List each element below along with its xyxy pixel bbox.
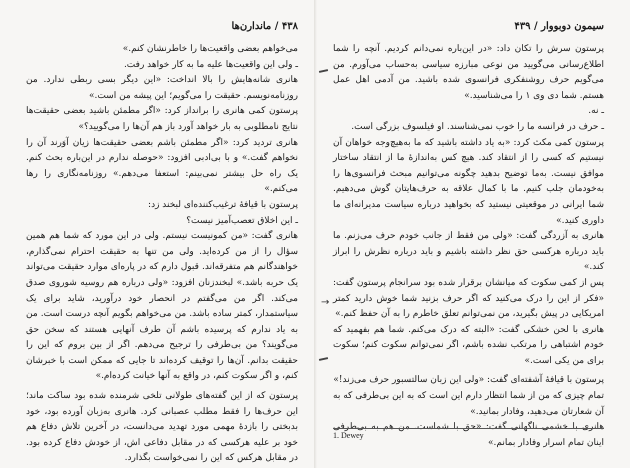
right-paragraph-5: هانری به آزردگی گفت: «ولی من فقط از جانب خودم حرف می‌زنم. ما باید درباره هرکسی حق نظر داشته باشیم و باید درباره نظرش را ابراز کند.» xyxy=(333,231,604,273)
margin-pencil-mark xyxy=(319,357,328,361)
left-paragraph-6: پرستون با قیافهٔ ترغیب‌کننده‌ای لبخند زد: xyxy=(148,199,298,210)
left-paragraph-7: ـ این اخلاق تعصب‌آمیز نیست؟ xyxy=(186,215,298,226)
left-paragraph-2: ـ ولی این واقعیت‌ها علیه ما به کار خواهد رفت. xyxy=(123,59,298,70)
right-paragraph-3: ـ حرف در فرانسه ما را خوب نمی‌شناسند. او فیلسوف بزرگی است. xyxy=(351,121,604,132)
left-page-header: ۴۳۸ / ماندارن‌ها xyxy=(231,21,298,32)
right-page-body xyxy=(333,42,604,451)
left-paragraph-8: هانری گفت: «من کمونیست نیستم. ولی در این مورد که شما هم همین سؤال را از من کرده‌اید. ولی من تنها به حقیقت احترام نمی‌گذارم، خواهندگانم هم متفرقه‌اند. قبول دارم که در پاره‌ای موارد حقیقت می‌تواند یک حربه باشد.» لبخندزنان افزود: «ولی درباره هم روسیه شوروی صدق می‌کند. اگر من می‌گفتم در انحصار خود درآورید، شاید برای یک سیاستمدار، کمتر ساده باشد. من می‌خواهم بگویم آنچه درست است. من به یاد ندارم که پرسیده باشم آن طرف آنهایی هستند که سخن حق می‌گویند؟ من بی‌طرفی را ترجیح می‌دهم. اگر از بین بروم که این را حقیقت بدانم. آن‌ها را توقیف کرده‌اند تا جایی که ممکن است با خبرشان کنم، و اگر سکوت کنم، در واقع به آنها خیانت کرده‌ام.» xyxy=(26,231,298,382)
footnote-1: 1. Dewey xyxy=(333,431,364,440)
right-paragraph-9: تمام چیزی که من از شما انتظار دارم این است که به این بی‌طرفی که به آن شعارتان می‌دهید، وفادار بمانید.» xyxy=(333,391,604,417)
left-paragraph-3: هانری شانه‌هایش را بالا انداخت: «این دیگر بسی ربطی ندارد. من روزنامه‌نویسم. حقیقت را می‌گویم؛ این پیشه من است.» xyxy=(26,75,298,101)
right-paragraph-1: پرستون سرش را تکان داد: «در این‌باره نمی‌دانم کردیم. آنچه را شما اطلاع‌رسانی می‌گویید من نوعی مبارزه سیاسی به‌حساب می‌آورم. من می‌گویم حرف روشنفکری فرانسوی شده باشید. من آدمی اهل عمل هستم. شما دی وی ۱ را می‌شناسید.» xyxy=(333,44,604,101)
left-page-body xyxy=(26,42,298,467)
left-paragraph-5: هانری تردید کرد: «اگر مطمئن باشم بعضی حقیقت‌ها زیان آوَرند آن را نخواهم گفت.» و با بی‌ادبی افزود: «حوصله ندارم در این‌باره بحث کنم. یک راه حل بیشتر نمی‌بینم: استعفا می‌دهم.» روزنامه‌نگاری را رها می‌کنم.» xyxy=(26,137,298,195)
margin-pencil-mark xyxy=(319,69,328,73)
right-paragraph-7: هانری با لحن خشکی گفت: «البته که درک می‌کنم. شما هم بفهمید که خودم اشتباهی را مرتکب نشده باشم، اگر نمی‌توانم سکوت کنم؛ سکوت برای من یکی است.» xyxy=(333,324,604,366)
right-paragraph-6: پس از کمی سکوت که میانشان برقرار شده بود سرانجام پرستون گفت: «فکر از این را درک می‌کنید که اگر حرف بزنید شما خوش دارید کمتر امریکایی در پیش بگیرید، من نمی‌توانم تعلق خاطرم را به آن حفظ کنم.» xyxy=(333,277,604,320)
margin-arrow-mark: → xyxy=(321,297,330,308)
right-paragraph-10: هانری با خشمی ناگهانی گفت: «حق با شماست. من هم به بی‌طرفی اینان تمام اسرار وفادار بمانم.» xyxy=(333,422,604,448)
left-paragraph-1: می‌خواهم بعضی واقعیت‌ها را خاطرنشان کنم.» xyxy=(122,44,298,54)
left-paragraph-9: پرستون که از این گفته‌های طولانی تلخی شرمنده شده بود ساکت ماند؛ این حرف‌ها را فقط مطلب عصبانی کرد. هانری به‌زبان آورده بود، خود بدبختی را بازدهٔ مهمی مورد تهدید می‌دانست، در آخرین تلاش دفاع هم خود بر علیه هرکسی که در مقابل دفاعی اش، از خودش دفاع کرده بود. در مقابل هرکس که این را نمی‌خواست بگذارد. xyxy=(26,391,298,464)
right-page xyxy=(317,0,630,468)
right-paragraph-2: ـ نه. xyxy=(588,106,604,117)
right-page-header: سیمون دوبووار / ۴۳۹ xyxy=(514,21,604,32)
right-paragraph-8: پرستون با قیافهٔ آشفته‌ای گفت: «ولی این زبان سالتسبور حرف می‌زند!» xyxy=(333,375,604,386)
left-paragraph-4: پرستون کمی هانری را برانداز کرد: «اگر مطمئن باشید بعضی حقیقت‌ها نتایج نامطلوبی به بار خواهد آورد باز هم آن‌ها را می‌گویید؟» xyxy=(26,106,298,132)
left-page xyxy=(0,0,314,468)
right-paragraph-4: پرستون کمی مکث کرد: «به یاد داشته باشید که ما به‌هیچ‌وجه خواهان آن نیستیم که کسی را از انتقاد کند. هیچ کس به‌اندازهٔ ما از انتقاد ساختار موافق نیست. به‌ما توضیح بدهید چگونه می‌توانیم مبحث فرانسوی‌ها را به‌خودمان جلب کنیم. ما با کمال علاقه به حرف‌هایتان گوش می‌دهیم. شما ایرانی در موقعیتی نیستید که بخواهید درباره سیاست مدیرانه‌ای ما داوری کنید.» xyxy=(333,137,604,226)
footnote-area xyxy=(333,428,604,440)
